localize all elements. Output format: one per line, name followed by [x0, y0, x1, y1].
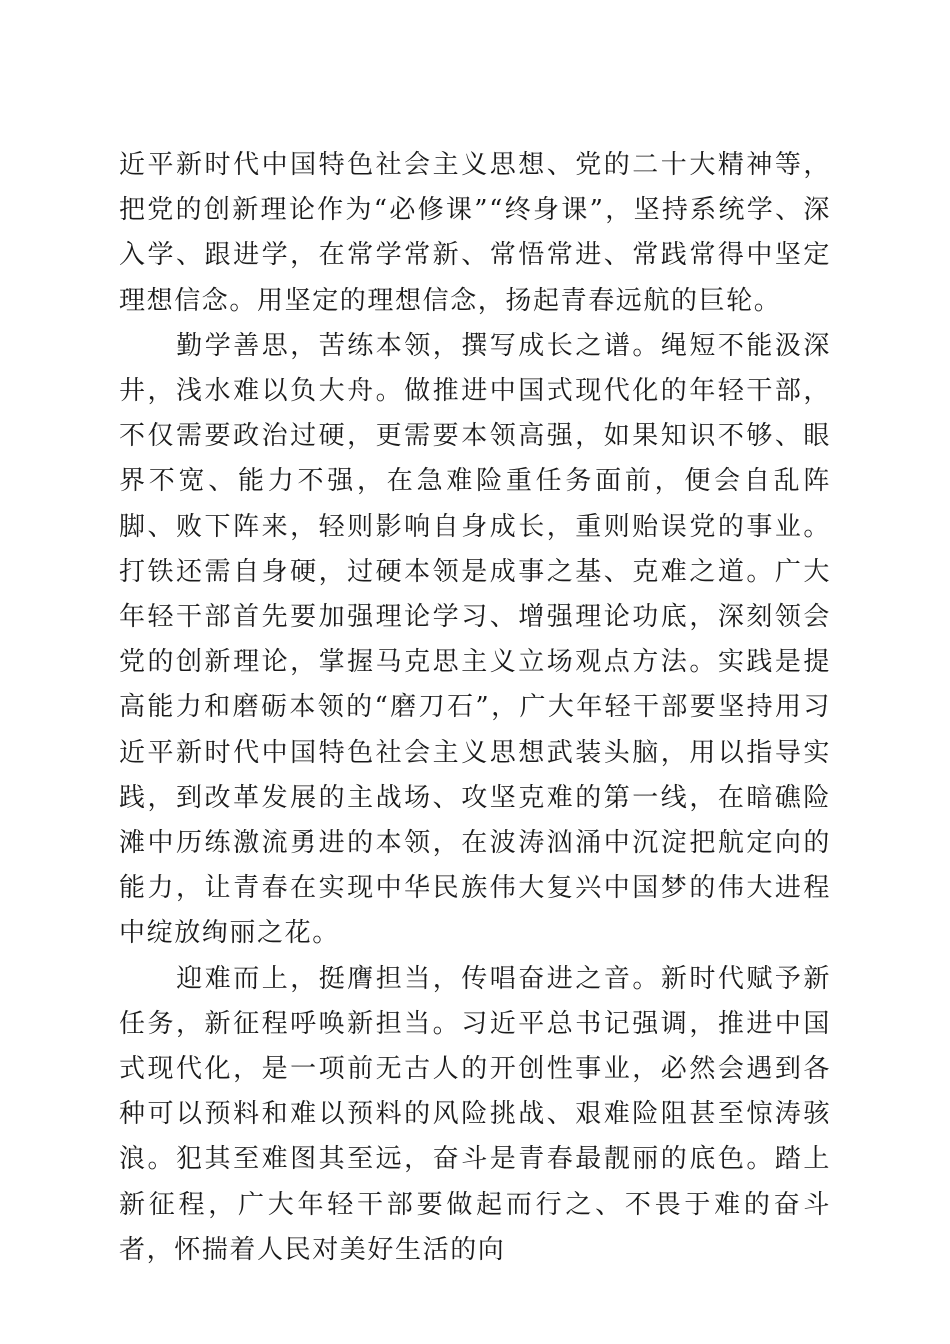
paragraph-3: 迎难而上，挺膺担当，传唱奋进之音。新时代赋予新任务，新征程呼唤新担当。习近平总书记强调，推进中国式现代化，是一项前无古人的开创性事业，必然会遇到各种可以预料和难以预料的风险挑战、艰难险阻甚至惊涛骇浪。犯其至难图其至远，奋斗是青春最靓丽的底色。踏上新征程，广大年轻干部要做起而行之、不畏于难的奋斗者，怀揣着人民对美好生活的向: [119, 963, 831, 1265]
paragraph-1: 近平新时代中国特色社会主义思想、党的二十大精神等，把党的创新理论作为“必修课”“终身课”，坚持系统学、深入学、跟进学，在常学常新、常悟常进、常践常得中坚定理想信念。用坚定的理想信念，扬起青春远航的巨轮。: [119, 150, 831, 316]
document-body: [119, 143, 831, 1273]
paragraph-2: 勤学善思，苦练本领，撰写成长之谱。绳短不能汲深井，浅水难以负大舟。做推进中国式现代化的年轻干部，不仅需要政治过硬，更需要本领高强，如果知识不够、眼界不宽、能力不强，在急难险重任务面前，便会自乱阵脚、败下阵来，轻则影响自身成长，重则贻误党的事业。打铁还需自身硬，过硬本领是成事之基、克难之道。广大年轻干部首先要加强理论学习、增强理论功底，深刻领会党的创新理论，掌握马克思主义立场观点方法。实践是提高能力和磨砺本领的“磨刀石”，广大年轻干部要坚持用习近平新时代中国特色社会主义思想武装头脑，用以指导实践，到改革发展的主战场、攻坚克难的第一线，在暗礁险滩中历练激流勇进的本领，在波涛汹涌中沉淀把航定向的能力，让青春在实现中华民族伟大复兴中国梦的伟大进程中绽放绚丽之花。: [119, 330, 831, 949]
